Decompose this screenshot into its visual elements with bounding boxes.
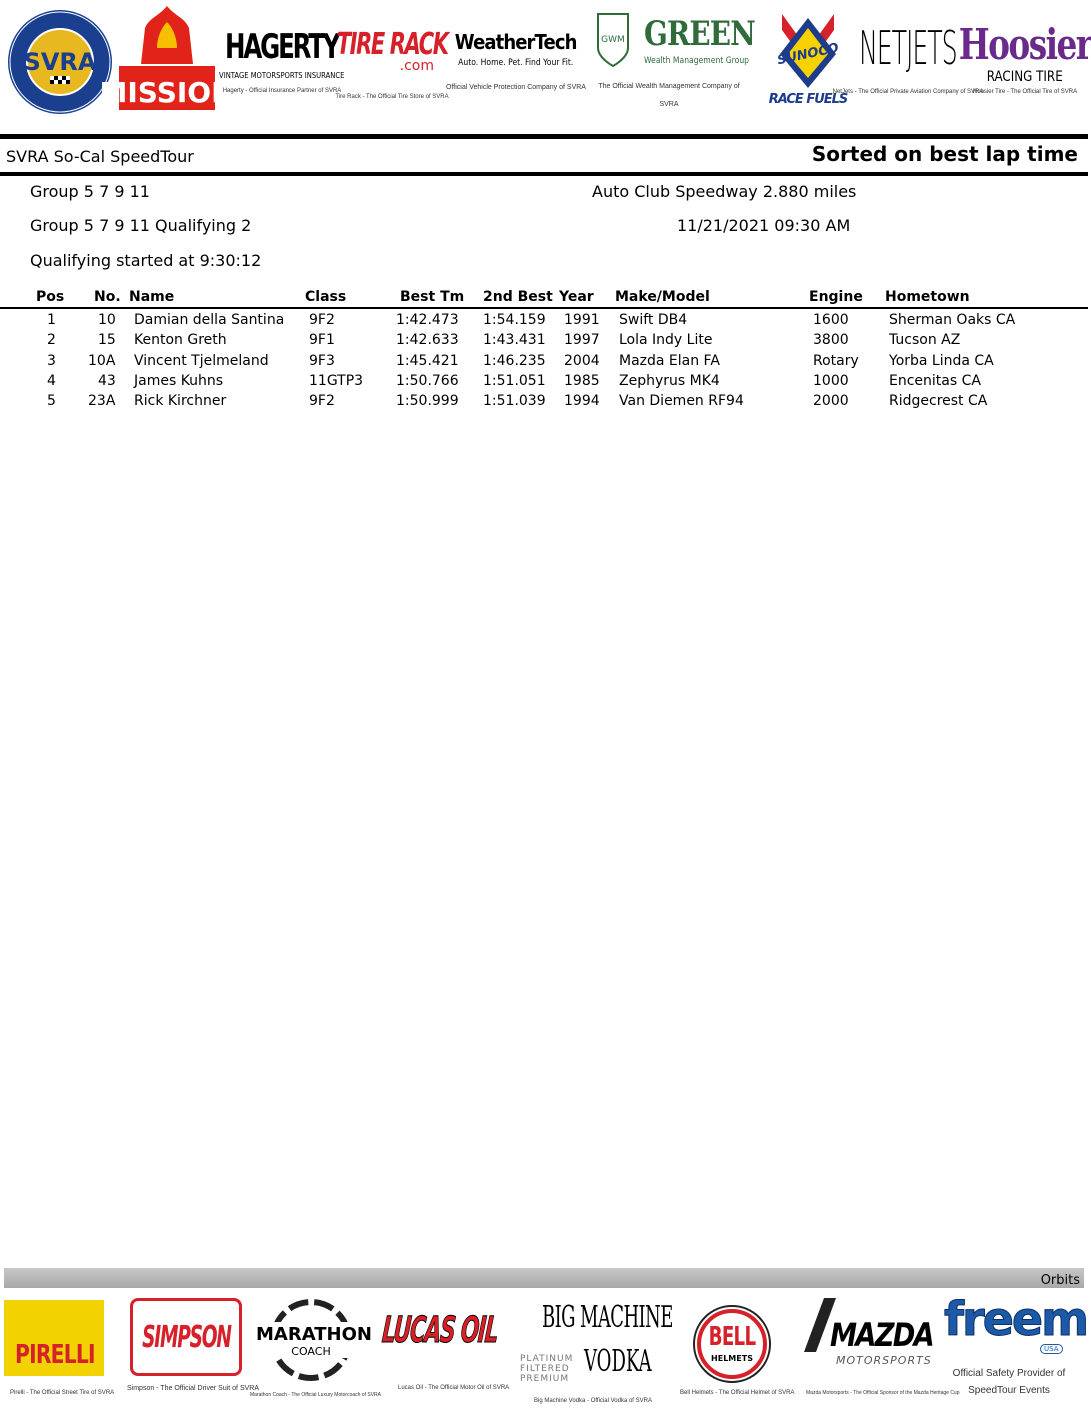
cell-class: 9F2: [309, 312, 335, 328]
mazda-caption: Mazda Motorsports - The Official Sponsor of the Mazda Heritage Cup: [806, 1390, 960, 1396]
mazda-motorsports-label: MOTORSPORTS: [836, 1354, 932, 1367]
session-label: Group 5 7 9 11 Qualifying 2: [30, 216, 252, 235]
svg-text:MISSION: MISSION: [99, 76, 235, 109]
cell-name: Kenton Greth: [134, 332, 227, 348]
hagerty-tagline: VINTAGE MOTORSPORTS INSURANCE: [219, 70, 345, 80]
cell-hometown: Encenitas CA: [889, 373, 981, 389]
cell-hometown: Sherman Oaks CA: [889, 312, 1016, 328]
freem-wordmark: freem: [944, 1292, 1088, 1346]
weathertech-tagline: Auto. Home. Pet. Find Your Fit.: [458, 57, 574, 68]
col-no: No.: [94, 289, 121, 305]
green-wealth-logo: [592, 10, 755, 110]
cell-name: Vincent Tjelmeland: [134, 353, 269, 369]
bigmachine-caption: Big Machine Vodka - Official Vodka of SVRA: [534, 1398, 652, 1404]
tirerack-caption: Tire Rack - The Official Tire Store of SVRA: [335, 93, 449, 100]
marathon-caption: Marathon Coach - The Official Luxury Motorcoach of SVRA: [250, 1392, 381, 1398]
cell-make-model: Lola Indy Lite: [619, 332, 713, 348]
cell-pos: 5: [47, 393, 56, 409]
event-title: SVRA So-Cal SpeedTour: [6, 147, 194, 166]
track-label: Auto Club Speedway 2.880 miles: [592, 182, 857, 201]
netjets-wordmark: NETJETS: [859, 21, 957, 75]
cell-pos: 3: [47, 353, 56, 369]
mission-bell-icon: [99, 4, 235, 112]
cell-pos: 2: [47, 332, 56, 348]
start-time-label: Qualifying started at 9:30:12: [30, 251, 262, 270]
cell-name: Rick Kirchner: [134, 393, 227, 409]
mazda-wordmark: MAZDA: [830, 1316, 933, 1354]
cell-name: Damian della Santina: [134, 312, 285, 328]
bell-wordmark: BELL: [708, 1322, 756, 1352]
simpson-wordmark: SIMPSON: [141, 1319, 231, 1355]
cell-no: 15: [98, 332, 116, 348]
cell-best: 1:42.633: [396, 332, 459, 348]
cell-second-best: 1:43.431: [483, 332, 546, 348]
cell-no: 23A: [88, 393, 116, 409]
cell-make-model: Mazda Elan FA: [619, 353, 720, 369]
cell-best: 1:50.766: [396, 373, 459, 389]
bell-caption: Bell Helmets - The Official Helmet of SVRA: [680, 1390, 795, 1396]
green-wordmark: GREEN: [644, 14, 755, 54]
footer-bar: [4, 1268, 1084, 1288]
sunoco-racefuels: RACE FUELS: [768, 91, 848, 107]
marathon-wordmark: MARATHON: [256, 1324, 372, 1345]
cell-year: 1985: [564, 373, 600, 389]
green-caption: The Official Wealth Management Company of SVRA: [598, 83, 740, 108]
cell-second-best: 1:46.235: [483, 353, 546, 369]
cell-year: 2004: [564, 353, 600, 369]
table-row: [0, 373, 1088, 393]
svg-text:GWM: GWM: [601, 35, 625, 45]
freem-logo: [944, 1292, 1088, 1358]
col-class: Class: [305, 289, 347, 305]
col-name: Name: [129, 289, 175, 305]
lucasoil-logo: [382, 1298, 498, 1362]
cell-engine: 1600: [813, 312, 849, 328]
bigmachine-tagline: PLATINUM FILTERED PREMIUM: [520, 1354, 574, 1384]
col-best: Best Tm: [400, 289, 465, 305]
netjets-logo: [832, 6, 984, 110]
svra-seal-icon: [6, 8, 114, 116]
hoosier-caption: Hoosier Tire - The Official Tire of SVRA: [972, 89, 1078, 95]
cell-best: 1:45.421: [396, 353, 459, 369]
pirelli-caption: Pirelli - The Official Street Tire of SVRA: [10, 1390, 115, 1396]
cell-class: 9F3: [309, 353, 335, 369]
marathon-coach-label: COACH: [291, 1345, 331, 1358]
title-rule: [0, 172, 1088, 176]
gwm-shield-icon: [596, 12, 630, 68]
cell-no: 10: [98, 312, 116, 328]
pirelli-wordmark: PIRELLI: [15, 1340, 95, 1370]
cell-engine: 3800: [813, 332, 849, 348]
cell-name: James Kuhns: [134, 373, 224, 389]
simpson-logo: [130, 1298, 242, 1376]
hagerty-caption: Hagerty - Official Insurance Partner of SVRA: [222, 87, 342, 94]
cell-make-model: Zephyrus MK4: [619, 373, 720, 389]
cell-class: 9F1: [309, 332, 335, 348]
cell-engine: 2000: [813, 393, 849, 409]
cell-second-best: 1:51.051: [483, 373, 546, 389]
cell-year: 1994: [564, 393, 600, 409]
table-row: [0, 393, 1088, 413]
marathon-logo: [256, 1298, 372, 1384]
cell-class: 11GTP3: [309, 373, 364, 389]
simpson-caption: Simpson - The Official Driver Suit of SVRA: [127, 1385, 260, 1392]
svra-logo: [6, 8, 114, 116]
cell-best: 1:42.473: [396, 312, 459, 328]
cell-make-model: Swift DB4: [619, 312, 688, 328]
table-row: [0, 312, 1088, 332]
group-label: Group 5 7 9 11: [30, 182, 150, 201]
sort-label: Sorted on best lap time: [811, 142, 1078, 166]
bell-logo: [692, 1304, 772, 1384]
cell-no: 10A: [88, 353, 116, 369]
cell-pos: 1: [47, 312, 56, 328]
freem-usa-badge: USA: [1040, 1344, 1063, 1354]
bigmachine-vodka-label: VODKA: [584, 1344, 652, 1379]
cell-year: 1997: [564, 332, 600, 348]
hoosier-wordmark: Hoosier: [958, 20, 1091, 69]
cell-no: 43: [98, 373, 116, 389]
weathertech-caption: Official Vehicle Protection Company of SVRA: [446, 83, 586, 91]
netjets-caption: NetJets - The Official Private Aviation Company of SVRA: [832, 89, 984, 95]
cell-second-best: 1:51.039: [483, 393, 546, 409]
header-underline: [0, 307, 1088, 309]
top-rule: [0, 134, 1088, 139]
cell-year: 1991: [564, 312, 600, 328]
cell-make-model: Van Diemen RF94: [619, 393, 744, 409]
cell-class: 9F2: [309, 393, 335, 409]
orbits-label: Orbits: [1040, 1273, 1080, 1288]
green-tagline: Wealth Management Group: [644, 56, 750, 66]
mazda-logo: [802, 1298, 933, 1378]
table-row: [0, 353, 1088, 373]
sunoco-arrow-icon: [774, 10, 842, 90]
cell-hometown: Tucson AZ: [889, 332, 961, 348]
tirerack-dotcom: .com: [399, 57, 434, 74]
cell-best: 1:50.999: [396, 393, 459, 409]
pirelli-logo: [4, 1300, 104, 1376]
col-pos: Pos: [36, 289, 65, 305]
hagerty-logo: [219, 8, 345, 112]
tirerack-wordmark: TIRE RACK: [336, 26, 448, 62]
freem-caption: Official Safety Provider of SpeedTour Events: [952, 1368, 1066, 1396]
hagerty-wordmark: HAGERTY: [225, 26, 339, 67]
hoosier-tagline: RACING TIRE: [986, 69, 1063, 85]
col-hometown: Hometown: [885, 289, 970, 305]
table-row: [0, 332, 1088, 352]
weathertech-logo: [446, 20, 586, 100]
col-engine: Engine: [809, 289, 863, 305]
bell-helmets-label: HELMETS: [711, 1354, 753, 1363]
cell-pos: 4: [47, 373, 56, 389]
lucasoil-wordmark: LUCAS OIL: [380, 1309, 500, 1351]
bigmachine-logo: [514, 1298, 673, 1394]
cell-engine: 1000: [813, 373, 849, 389]
cell-hometown: Ridgecrest CA: [889, 393, 988, 409]
cell-second-best: 1:54.159: [483, 312, 546, 328]
lucasoil-caption: Lucas Oil - The Official Motor Oil of SVRA: [398, 1385, 510, 1391]
svg-text:SVRA: SVRA: [23, 48, 97, 76]
sponsor-banner-top: [0, 0, 1091, 125]
col-make-model: Make/Model: [615, 289, 710, 305]
col-second-best: 2nd Best: [483, 289, 553, 305]
session-datetime: 11/21/2021 09:30 AM: [677, 216, 851, 235]
cell-engine: Rotary: [813, 353, 859, 369]
tirerack-logo: [335, 14, 449, 112]
col-year: Year: [559, 289, 594, 305]
mission-logo: [99, 4, 235, 112]
hoosier-logo: [958, 6, 1091, 110]
bigmachine-wordmark: BIG MACHINE: [542, 1300, 673, 1335]
svg-text:SUNOCO: SUNOCO: [776, 40, 841, 68]
weathertech-wordmark: WeatherTech: [455, 29, 577, 54]
cell-hometown: Yorba Linda CA: [889, 353, 994, 369]
